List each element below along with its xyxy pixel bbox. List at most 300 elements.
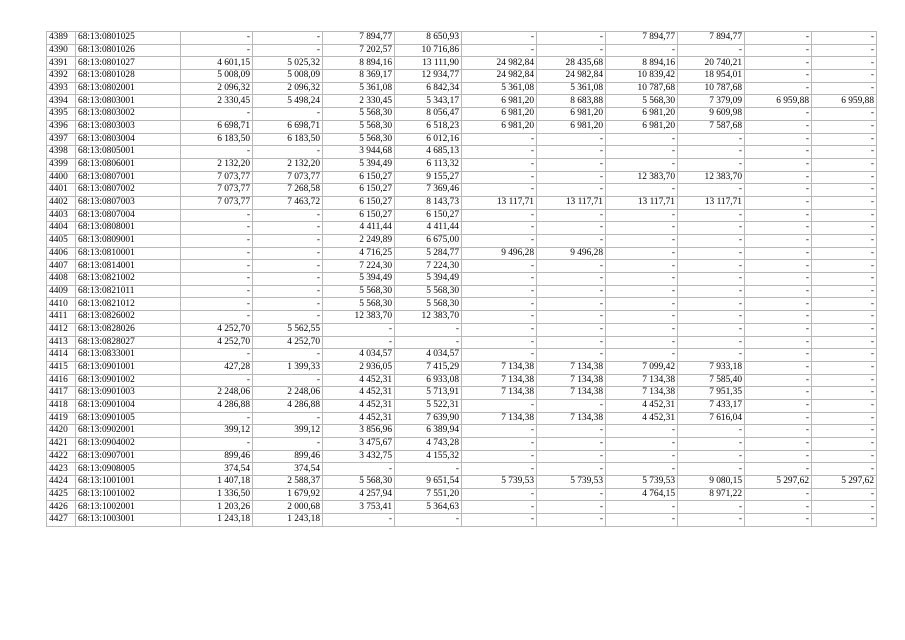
value-cell: - [812,425,877,438]
cadastral-code-cell: 68:13:0805001 [76,146,181,159]
value-cell: - [462,235,537,248]
value-cell: - [678,501,745,514]
table-row [47,108,877,121]
value-cell: - [812,336,877,349]
value-cell: - [745,260,812,273]
value-cell: - [323,463,395,476]
value-cell: 13 117,71 [606,196,678,209]
value-cell: 2 132,20 [181,158,253,171]
cadastral-code-cell: 68:13:0807004 [76,209,181,222]
value-cell: - [462,298,537,311]
value-cell: - [745,463,812,476]
value-cell: - [678,298,745,311]
value-cell: - [745,450,812,463]
value-cell: 6 959,88 [745,95,812,108]
table-row [47,247,877,260]
row-number-cell: 4421 [47,438,76,451]
table-row [47,171,877,184]
data-table [46,31,877,527]
value-cell: 2 330,45 [181,95,253,108]
value-cell: - [678,146,745,159]
value-cell: - [812,235,877,248]
value-cell: - [537,488,606,501]
value-cell: - [812,438,877,451]
cadastral-code-cell: 68:13:0803003 [76,120,181,133]
value-cell: - [812,311,877,324]
value-cell: - [323,514,395,527]
value-cell: - [181,108,253,121]
value-cell: 13 117,71 [537,196,606,209]
value-cell: - [462,425,537,438]
value-cell: - [606,336,678,349]
value-cell: 4 452,31 [323,374,395,387]
value-cell: 6 150,27 [323,196,395,209]
value-cell: - [606,44,678,57]
value-cell: - [462,184,537,197]
value-cell: 5 025,32 [253,57,323,70]
value-cell: 399,12 [253,425,323,438]
value-cell: 5 739,53 [537,476,606,489]
value-cell: 24 982,84 [537,70,606,83]
value-cell: - [253,273,323,286]
value-cell: - [253,209,323,222]
value-cell: - [462,32,537,45]
cadastral-code-cell: 68:13:0806001 [76,158,181,171]
value-cell: - [181,146,253,159]
row-number-cell: 4411 [47,311,76,324]
cadastral-code-cell: 68:13:0828027 [76,336,181,349]
cadastral-code-cell: 68:13:0807003 [76,196,181,209]
value-cell: - [812,323,877,336]
value-cell: - [462,44,537,57]
value-cell: - [678,273,745,286]
value-cell: - [678,158,745,171]
value-cell: - [745,171,812,184]
value-cell: - [606,298,678,311]
value-cell: - [678,311,745,324]
value-cell: 7 639,90 [395,412,462,425]
value-cell: 6 981,20 [462,108,537,121]
row-number-cell: 4401 [47,184,76,197]
table-row [47,133,877,146]
value-cell: - [181,44,253,57]
value-cell: - [812,374,877,387]
value-cell: - [812,70,877,83]
value-cell: - [678,285,745,298]
value-cell: 5 297,62 [812,476,877,489]
value-cell: - [745,196,812,209]
table-row [47,235,877,248]
value-cell: 1 243,18 [253,514,323,527]
value-cell: - [745,158,812,171]
value-cell: - [745,323,812,336]
value-cell: - [462,336,537,349]
value-cell: 4 452,31 [323,399,395,412]
value-cell: 7 134,38 [462,374,537,387]
value-cell: - [812,298,877,311]
row-number-cell: 4397 [47,133,76,146]
cadastral-code-cell: 68:13:0807002 [76,184,181,197]
value-cell: - [462,399,537,412]
value-cell: 4 286,88 [253,399,323,412]
value-cell: 4 452,31 [606,399,678,412]
cadastral-code-cell: 68:13:0802001 [76,82,181,95]
value-cell: - [745,336,812,349]
cadastral-code-cell: 68:13:0907001 [76,450,181,463]
value-cell: 374,54 [253,463,323,476]
value-cell: - [812,57,877,70]
cadastral-code-cell: 68:13:0809001 [76,235,181,248]
value-cell: - [462,209,537,222]
value-cell: 5 568,30 [323,285,395,298]
value-cell: - [462,514,537,527]
value-cell: - [812,108,877,121]
value-cell: - [606,184,678,197]
row-number-cell: 4391 [47,57,76,70]
value-cell: 8 143,73 [395,196,462,209]
value-cell: 5 522,31 [395,399,462,412]
value-cell: - [323,323,395,336]
value-cell: 7 463,72 [253,196,323,209]
table-row [47,184,877,197]
value-cell: 7 134,38 [606,387,678,400]
value-cell: 5 361,08 [462,82,537,95]
value-cell: 6 981,20 [606,120,678,133]
value-cell: - [812,399,877,412]
value-cell: 9 080,15 [678,476,745,489]
cadastral-code-cell: 68:13:0801027 [76,57,181,70]
value-cell: 6 981,20 [537,120,606,133]
value-cell: 4 411,44 [323,222,395,235]
value-cell: - [537,158,606,171]
value-cell: 2 249,89 [323,235,395,248]
value-cell: - [462,222,537,235]
value-cell: - [812,196,877,209]
cadastral-code-cell: 68:13:0901002 [76,374,181,387]
value-cell: - [745,133,812,146]
row-number-cell: 4400 [47,171,76,184]
value-cell: 8 894,16 [606,57,678,70]
value-cell: 7 587,68 [678,120,745,133]
value-cell: 4 411,44 [395,222,462,235]
value-cell: 6 981,20 [537,108,606,121]
value-cell: 4 252,70 [181,336,253,349]
value-cell: - [606,247,678,260]
value-cell: - [537,184,606,197]
value-cell: 1 399,33 [253,361,323,374]
value-cell: 12 934,77 [395,70,462,83]
row-number-cell: 4427 [47,514,76,527]
value-cell: 7 894,77 [678,32,745,45]
value-cell: - [606,311,678,324]
value-cell: - [181,412,253,425]
value-cell: 12 383,70 [606,171,678,184]
value-cell: - [253,349,323,362]
value-cell: - [462,285,537,298]
value-cell: 7 369,46 [395,184,462,197]
value-cell: 7 134,38 [462,361,537,374]
value-cell: - [253,438,323,451]
value-cell: 4 601,15 [181,57,253,70]
value-cell: - [678,323,745,336]
value-cell: 5 361,08 [323,82,395,95]
value-cell: 4 452,31 [323,387,395,400]
table-body [47,32,877,527]
value-cell: 7 134,38 [537,412,606,425]
value-cell: 4 034,57 [323,349,395,362]
value-cell: 6 389,94 [395,425,462,438]
table-row [47,120,877,133]
value-cell: 7 894,77 [323,32,395,45]
value-cell: 5 008,09 [181,70,253,83]
table-row [47,222,877,235]
value-cell: 7 433,17 [678,399,745,412]
value-cell: - [181,311,253,324]
table-row [47,425,877,438]
row-number-cell: 4414 [47,349,76,362]
value-cell: - [537,273,606,286]
value-cell: - [745,82,812,95]
cadastral-code-cell: 68:13:0803002 [76,108,181,121]
value-cell: 6 150,27 [323,209,395,222]
value-cell: 6 842,34 [395,82,462,95]
value-cell: 6 150,27 [323,171,395,184]
value-cell: 5 568,30 [323,120,395,133]
value-cell: - [812,488,877,501]
cadastral-code-cell: 68:13:0826002 [76,311,181,324]
row-number-cell: 4416 [47,374,76,387]
value-cell: 18 954,01 [678,70,745,83]
value-cell: 5 568,30 [606,95,678,108]
value-cell: - [181,349,253,362]
value-cell: 3 753,41 [323,501,395,514]
value-cell: - [537,133,606,146]
row-number-cell: 4389 [47,32,76,45]
value-cell: 899,46 [181,450,253,463]
row-number-cell: 4419 [47,412,76,425]
value-cell: - [678,184,745,197]
value-cell: - [537,463,606,476]
value-cell: 1 336,50 [181,488,253,501]
value-cell: - [812,158,877,171]
value-cell: - [181,273,253,286]
value-cell: - [537,425,606,438]
value-cell: 7 933,18 [678,361,745,374]
value-cell: 8 369,17 [323,70,395,83]
value-cell: - [812,463,877,476]
value-cell: 7 951,35 [678,387,745,400]
value-cell: - [745,44,812,57]
cadastral-code-cell: 68:13:0833001 [76,349,181,362]
value-cell: 7 134,38 [462,387,537,400]
cadastral-code-cell: 68:13:0801026 [76,44,181,57]
value-cell: - [253,311,323,324]
value-cell: - [253,374,323,387]
value-cell: 20 740,21 [678,57,745,70]
value-cell: - [812,260,877,273]
value-cell: - [745,361,812,374]
row-number-cell: 4410 [47,298,76,311]
value-cell: 8 971,22 [678,488,745,501]
value-cell: - [745,70,812,83]
value-cell: 10 787,68 [606,82,678,95]
value-cell: - [812,514,877,527]
value-cell: 1 679,92 [253,488,323,501]
value-cell: 9 609,98 [678,108,745,121]
value-cell: - [606,235,678,248]
value-cell: 12 383,70 [395,311,462,324]
value-cell: - [678,133,745,146]
value-cell: - [462,450,537,463]
table-row [47,57,877,70]
value-cell: 7 134,38 [537,361,606,374]
value-cell: - [537,514,606,527]
value-cell: - [253,235,323,248]
value-cell: - [745,298,812,311]
value-cell: - [678,235,745,248]
row-number-cell: 4425 [47,488,76,501]
table-row [47,514,877,527]
value-cell: - [678,425,745,438]
cadastral-code-cell: 68:13:1001001 [76,476,181,489]
table-row [47,196,877,209]
value-cell: - [537,349,606,362]
value-cell: - [812,120,877,133]
cadastral-code-cell: 68:13:0904002 [76,438,181,451]
value-cell: - [537,450,606,463]
value-cell: 7 073,77 [181,184,253,197]
value-cell: 7 134,38 [537,387,606,400]
value-cell: 6 183,50 [253,133,323,146]
value-cell: - [462,260,537,273]
row-number-cell: 4392 [47,70,76,83]
value-cell: 5 568,30 [323,476,395,489]
value-cell: - [745,184,812,197]
value-cell: - [253,44,323,57]
value-cell: - [537,44,606,57]
value-cell: - [678,260,745,273]
cadastral-code-cell: 68:13:0821012 [76,298,181,311]
value-cell: 6 113,32 [395,158,462,171]
value-cell: 10 716,86 [395,44,462,57]
table-row [47,298,877,311]
row-number-cell: 4405 [47,235,76,248]
cadastral-code-cell: 68:13:0808001 [76,222,181,235]
value-cell: - [462,349,537,362]
value-cell: - [678,438,745,451]
value-cell: 7 099,42 [606,361,678,374]
value-cell: - [537,298,606,311]
value-cell: 4 257,94 [323,488,395,501]
value-cell: - [181,209,253,222]
row-number-cell: 4390 [47,44,76,57]
value-cell: 5 343,17 [395,95,462,108]
cadastral-code-cell: 68:13:0803001 [76,95,181,108]
value-cell: - [606,273,678,286]
row-number-cell: 4417 [47,387,76,400]
value-cell: 5 364,63 [395,501,462,514]
value-cell: - [253,146,323,159]
row-number-cell: 4396 [47,120,76,133]
value-cell: - [253,260,323,273]
value-cell: - [606,425,678,438]
value-cell: - [537,311,606,324]
value-cell: - [812,349,877,362]
value-cell: 4 716,25 [323,247,395,260]
row-number-cell: 4424 [47,476,76,489]
value-cell: - [606,323,678,336]
value-cell: - [537,260,606,273]
value-cell: 13 111,90 [395,57,462,70]
value-cell: - [606,450,678,463]
value-cell: - [462,273,537,286]
value-cell: 6 183,50 [181,133,253,146]
value-cell: 12 383,70 [678,171,745,184]
cadastral-code-cell: 68:13:0901001 [76,361,181,374]
value-cell: 4 034,57 [395,349,462,362]
value-cell: - [462,158,537,171]
value-cell: 2 000,68 [253,501,323,514]
value-cell: - [678,514,745,527]
value-cell: - [606,133,678,146]
value-cell: - [462,501,537,514]
value-cell: - [678,336,745,349]
row-number-cell: 4407 [47,260,76,273]
value-cell: - [606,349,678,362]
row-number-cell: 4426 [47,501,76,514]
row-number-cell: 4404 [47,222,76,235]
row-number-cell: 4393 [47,82,76,95]
row-number-cell: 4423 [47,463,76,476]
table-row [47,336,877,349]
value-cell: - [537,285,606,298]
cadastral-code-cell: 68:13:0801028 [76,70,181,83]
value-cell: 2 936,05 [323,361,395,374]
value-cell: 4 155,32 [395,450,462,463]
value-cell: 8 894,16 [323,57,395,70]
table-row [47,361,877,374]
value-cell: 5 713,91 [395,387,462,400]
value-cell: - [537,323,606,336]
value-cell: 9 496,28 [462,247,537,260]
value-cell: 6 698,71 [181,120,253,133]
value-cell: 399,12 [181,425,253,438]
value-cell: 2 096,32 [253,82,323,95]
value-cell: - [253,285,323,298]
value-cell: - [745,425,812,438]
value-cell: 6 150,27 [395,209,462,222]
value-cell: - [253,108,323,121]
table-row [47,70,877,83]
value-cell: - [537,222,606,235]
value-cell: 7 585,40 [678,374,745,387]
cadastral-code-cell: 68:13:0902001 [76,425,181,438]
value-cell: 4 764,15 [606,488,678,501]
value-cell: - [745,146,812,159]
value-cell: - [181,438,253,451]
value-cell: - [678,349,745,362]
table-row [47,450,877,463]
value-cell: 4 743,28 [395,438,462,451]
value-cell: 4 452,31 [323,412,395,425]
value-cell: - [253,298,323,311]
value-cell: 1 243,18 [181,514,253,527]
value-cell: - [745,235,812,248]
value-cell: - [745,32,812,45]
value-cell: - [253,222,323,235]
value-cell: - [462,146,537,159]
value-cell: - [812,171,877,184]
